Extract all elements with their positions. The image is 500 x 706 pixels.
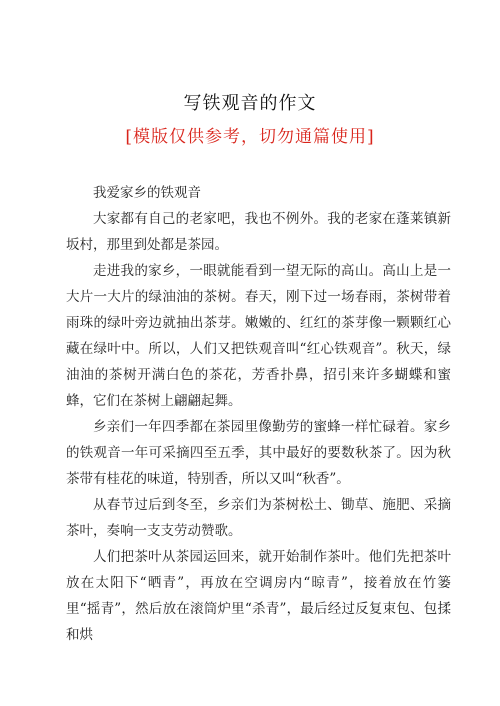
essay-body (66, 180, 451, 648)
template-notice: [模版仅供参考，切勿通篇使用] (125, 127, 375, 147)
document-title: 写铁观音的作文 (183, 93, 317, 114)
paragraph: 走进我的家乡，一眼就能看到一望无际的高山。高山上是一大片一大片的绿油油的茶树。春天，刚下过一场春雨，茶树带着雨珠的绿叶旁边就抽出茶芽。嫩嫩的、红红的茶芽像一颗颗红心藏在绿叶中。所以，人们又把铁观音叫“红心铁观音”。秋天，绿油油的茶树开满白色的茶花，芳香扑鼻，招引来许多蝴蝶和蜜蜂，它们在茶树上翩翩起舞。 (66, 263, 451, 409)
paragraph: 从春节过后到冬至，乡亲们为茶树松土、锄草、施肥、采摘茶叶，奏响一支支劳动赞歌。 (66, 497, 451, 539)
paragraph: 大家都有自己的老家吧，我也不例外。我的老家在蓬莱镇新坂村，那里到处都是茶园。 (66, 211, 451, 253)
paragraph: 乡亲们一年四季都在茶园里像勤劳的蜜蜂一样忙碌着。家乡的铁观音一年可采摘四至五季，其中最好的要数秋茶了。因为秋茶带有桂花的味道，特别香，所以又叫“秋香”。 (66, 419, 451, 487)
paragraph: 人们把茶叶从茶园运回来，就开始制作茶叶。他们先把茶叶放在太阳下“晒青”，再放在空调房内“晾青”，接着放在竹篓里“摇青”，然后放在滚筒炉里“杀青”，最后经过反复束包、包揉和烘 (66, 549, 451, 643)
essay-heading: 我爱家乡的铁观音 (93, 185, 201, 201)
